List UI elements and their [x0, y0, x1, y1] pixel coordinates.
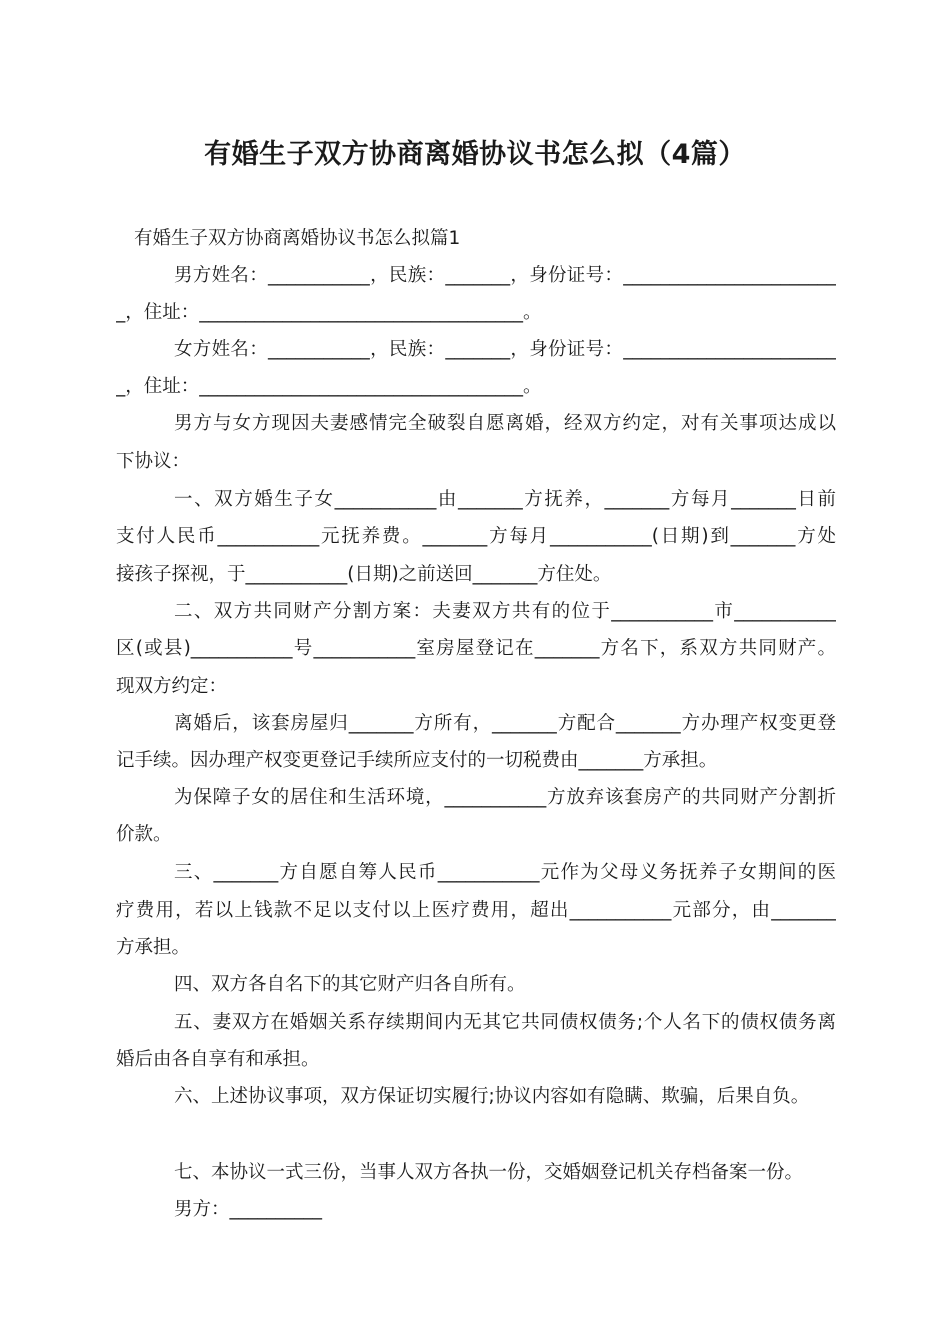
clause-2-detail-line: 价款。: [116, 824, 172, 845]
wife-info-line: 女方姓名：___________，民族：_______，身份证号：_______________________: [174, 339, 836, 360]
clause-4-line: 四、双方各自名下的其它财产归各自所有。: [174, 974, 526, 995]
clause-2-detail-line: 记手续。因办理产权变更登记手续所应支付的一切税费由_______方承担。: [116, 750, 718, 771]
husband-signature-line: 男方：__________: [174, 1199, 323, 1220]
clause-2-line: 区(或县)___________号___________室房屋登记在_______方名下，系双方共同财产。: [116, 638, 836, 659]
clause-2-detail-line: 离婚后，该套房屋归_______方所有，_______方配合_______方办理产权变更登: [174, 713, 836, 734]
clause-1-line: 接孩子探视，于___________(日期)之前送回_______方住处。: [116, 564, 612, 585]
clause-1-line: 支付人民币___________元抚养费。_______方每月___________(日期)到_______方处: [116, 526, 836, 547]
intro-paragraph-line: 男方与女方现因夫妻感情完全破裂自愿离婚，经双方约定，对有关事项达成以: [174, 413, 836, 434]
husband-address-line: _，住址：___________________________________。: [116, 302, 542, 323]
clause-7-line: 七、本协议一式三份，当事人双方各执一份，交婚姻登记机关存档备案一份。: [174, 1162, 804, 1183]
clause-3-line: 疗费用，若以上钱款不足以支付以上医疗费用，超出___________元部分，由_______: [116, 900, 836, 921]
intro-paragraph-line: 下协议：: [116, 451, 191, 472]
husband-info-line: 男方姓名：___________，民族：_______，身份证号：_______________________: [174, 265, 836, 286]
clause-1-line: 一、双方婚生子女___________由_______方抚养，_______方每月_______日前: [174, 489, 836, 510]
clause-3-line: 三、_______方自愿自筹人民币___________元作为父母义务抚养子女期间的医: [174, 862, 836, 883]
clause-5-line: 婚后由各自享有和承担。: [116, 1049, 320, 1070]
section-heading: 有婚生子双方协商离婚协议书怎么拟篇1: [134, 228, 461, 249]
clause-2-line: 现双方约定：: [116, 676, 228, 697]
clause-3-line: 方承担。: [116, 937, 191, 958]
wife-address-line: _，住址：___________________________________。: [116, 376, 542, 397]
document-title: 有婚生子双方协商离婚协议书怎么拟（4篇）: [204, 139, 746, 170]
clause-5-line: 五、妻双方在婚姻关系存续期间内无其它共同债权债务;个人名下的债权债务离: [174, 1012, 836, 1033]
clause-6-line: 六、上述协议事项，双方保证切实履行;协议内容如有隐瞒、欺骗，后果自负。: [174, 1086, 810, 1107]
clause-2-line: 二、双方共同财产分割方案：夫妻双方共有的位于___________市___________: [174, 601, 836, 622]
clause-2-detail-line: 为保障子女的居住和生活环境，___________方放弃该套房产的共同财产分割折: [174, 787, 836, 808]
